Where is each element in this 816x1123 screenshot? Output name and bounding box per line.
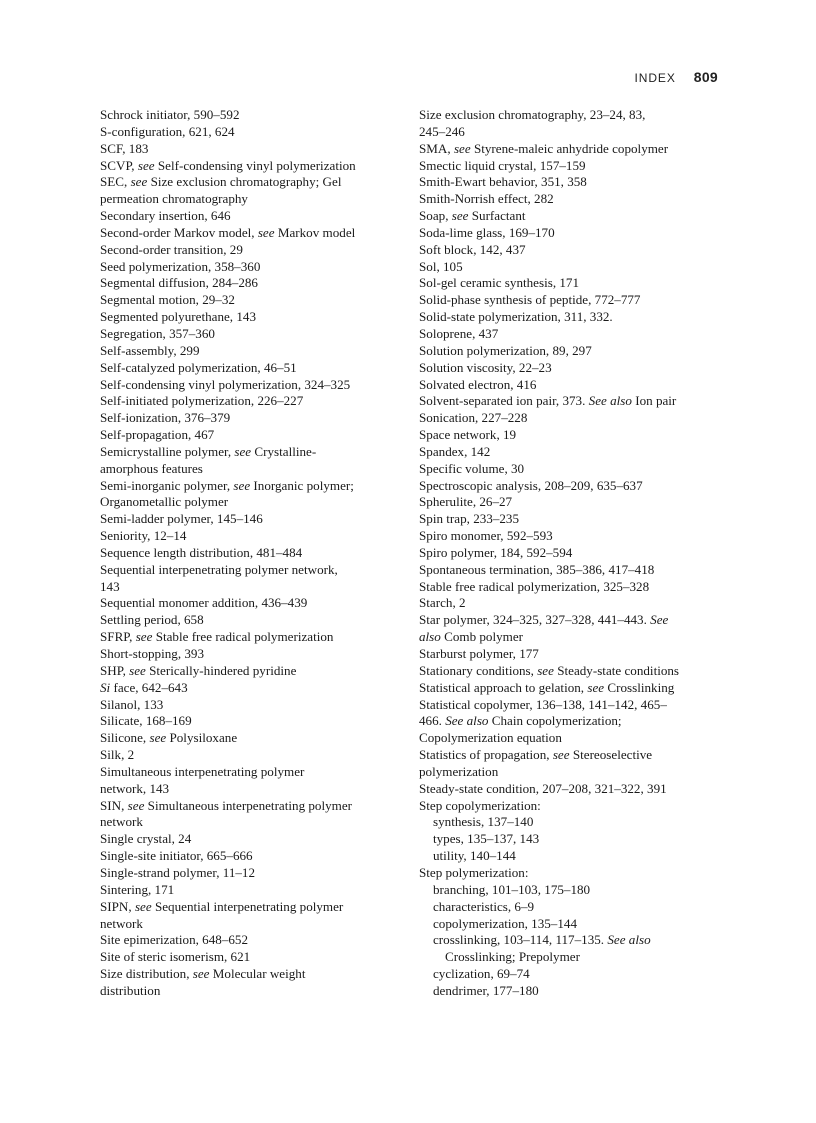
- index-entry: [100, 242, 400, 259]
- index-subentry: [433, 916, 721, 933]
- index-entry: [419, 579, 721, 596]
- index-entry: [419, 191, 721, 208]
- index-entry: [419, 781, 721, 798]
- index-subentry: [433, 899, 721, 916]
- index-entry: [100, 107, 400, 124]
- index-entry-line: utility, 140–144: [433, 848, 516, 864]
- index-entry-line: Semi-inorganic polymer, see Inorganic polymer;: [100, 477, 354, 493]
- index-entry-line: branching, 101–103, 175–180: [433, 881, 591, 897]
- index-entry-line: S-configuration, 621, 624: [100, 123, 235, 139]
- index-entry: [419, 528, 721, 545]
- index-entry-line: Single-site initiator, 665–666: [100, 848, 253, 864]
- index-entry-line: Solid-state polymerization, 311, 332.: [419, 309, 613, 325]
- index-entry-line: Spherulite, 26–27: [419, 494, 513, 510]
- index-entry-line: Solvated electron, 416: [419, 376, 537, 392]
- index-subentry: [433, 831, 721, 848]
- index-entry-line: Star polymer, 324–325, 327–328, 441–443. See: [419, 612, 669, 628]
- index-entry: [100, 410, 400, 427]
- index-entry: [419, 865, 721, 882]
- index-entry: [419, 612, 721, 646]
- index-entry-line: Smectic liquid crystal, 157–159: [419, 157, 586, 173]
- index-entry-line: Specific volume, 30: [419, 460, 525, 476]
- index-entry-line: Semicrystalline polymer, see Crystalline-: [100, 443, 317, 459]
- index-entry: [419, 242, 721, 259]
- index-entry-line: Self-initiated polymerization, 226–227: [100, 393, 304, 409]
- index-entry-line: 245–246: [419, 123, 465, 139]
- index-entry-line: Spiro monomer, 592–593: [419, 528, 553, 544]
- index-entry-line: Second-order transition, 29: [100, 241, 243, 257]
- index-entry-line: Silicone, see Polysiloxane: [100, 730, 238, 746]
- index-entry-line: characteristics, 6–9: [433, 898, 535, 914]
- index-entry-line: SMA, see Styrene-maleic anhydride copolymer: [419, 140, 669, 156]
- index-entry-line: cyclization, 69–74: [433, 966, 530, 982]
- index-entry-line: Space network, 19: [419, 427, 517, 443]
- index-entry: [100, 545, 400, 562]
- index-entry-line: Spectroscopic analysis, 208–209, 635–637: [419, 477, 643, 493]
- index-entry-line: Statistics of propagation, see Stereoselective: [419, 747, 653, 763]
- index-entry-line: Smith-Ewart behavior, 351, 358: [419, 174, 587, 190]
- index-subentry: [433, 882, 721, 899]
- index-entry: [100, 680, 400, 697]
- index-entry-line: SHP, see Sterically-hindered pyridine: [100, 662, 297, 678]
- index-entry-line: Sol-gel ceramic synthesis, 171: [419, 275, 580, 291]
- index-entry-line: Step polymerization:: [419, 864, 529, 880]
- index-entry-line: Sequential monomer addition, 436–439: [100, 595, 308, 611]
- index-entry-line: polymerization: [419, 763, 499, 779]
- index-entry-line: Silicate, 168–169: [100, 713, 192, 729]
- index-entry: [419, 393, 721, 410]
- running-head: [635, 69, 718, 85]
- index-column-left: [100, 107, 400, 1000]
- index-entry-line: Starch, 2: [419, 595, 466, 611]
- index-entry-line: Crosslinking; Prepolymer: [445, 949, 580, 965]
- index-entry: [419, 360, 721, 377]
- index-entry-line: Sequential interpenetrating polymer network,: [100, 561, 338, 577]
- index-entry-line: Spandex, 142: [419, 443, 491, 459]
- index-subentry: [433, 966, 721, 983]
- index-entry-line: Statistical copolymer, 136–138, 141–142, 465–: [419, 696, 667, 712]
- index-entry: [100, 865, 400, 882]
- index-entry-line: types, 135–137, 143: [433, 831, 540, 847]
- index-subentry: [433, 932, 721, 966]
- index-entry: [100, 208, 400, 225]
- index-entry-line: Self-condensing vinyl polymerization, 324–325: [100, 376, 351, 392]
- index-entry: [100, 730, 400, 747]
- index-entry: [100, 511, 400, 528]
- index-entry: [100, 225, 400, 242]
- index-entry-line: SCF, 183: [100, 140, 149, 156]
- index-entry: [100, 124, 400, 141]
- page-number: 809: [693, 69, 718, 85]
- index-entry-line: Steady-state condition, 207–208, 321–322, 391: [419, 780, 667, 796]
- index-entry: [100, 275, 400, 292]
- subentry-group: [419, 882, 721, 1000]
- index-entry-line: Secondary insertion, 646: [100, 208, 231, 224]
- index-entry: [100, 932, 400, 949]
- index-entry: [100, 966, 400, 1000]
- index-entry: [100, 899, 400, 933]
- index-entry: [419, 427, 721, 444]
- index-entry-line: Sol, 105: [419, 258, 463, 274]
- index-entry-line: Organometallic polymer: [100, 494, 229, 510]
- index-subentry: [433, 848, 721, 865]
- index-entry: [419, 545, 721, 562]
- index-entry-line: Stationary conditions, see Steady-state conditions: [419, 662, 680, 678]
- section-label: INDEX: [634, 71, 676, 85]
- index-entry-line: Single crystal, 24: [100, 831, 192, 847]
- index-entry-line: Sonication, 227–228: [419, 410, 528, 426]
- index-entry: [100, 259, 400, 276]
- index-entry: [100, 292, 400, 309]
- index-entry: [419, 309, 721, 326]
- index-entry: [419, 377, 721, 394]
- index-entry: [419, 259, 721, 276]
- index-subentry: [433, 814, 721, 831]
- index-entry-line: network, 143: [100, 780, 170, 796]
- index-entry: [419, 494, 721, 511]
- index-entry-line: Copolymerization equation: [419, 730, 562, 746]
- index-entry-line: Silanol, 133: [100, 696, 164, 712]
- index-entry-line: copolymerization, 135–144: [433, 915, 577, 931]
- index-entry: [419, 798, 721, 815]
- index-entry-line: Step copolymerization:: [419, 797, 541, 813]
- index-entry-line: SIPN, see Sequential interpenetrating polymer: [100, 898, 344, 914]
- index-entry: [419, 444, 721, 461]
- index-entry-line: SIN, see Simultaneous interpenetrating polymer: [100, 797, 353, 813]
- index-entry: [419, 225, 721, 242]
- index-entry: [419, 461, 721, 478]
- index-entry-line: Size distribution, see Molecular weight: [100, 966, 306, 982]
- index-entry-line: Silk, 2: [100, 747, 135, 763]
- index-entry-line: Spontaneous termination, 385–386, 417–418: [419, 561, 655, 577]
- index-entry-line: Solid-phase synthesis of peptide, 772–777: [419, 292, 641, 308]
- index-entry: [100, 528, 400, 545]
- index-entry-line: distribution: [100, 982, 161, 998]
- index-entry-line: Segmented polyurethane, 143: [100, 309, 256, 325]
- index-entry: [419, 107, 721, 141]
- index-entry-line: Segmental diffusion, 284–286: [100, 275, 258, 291]
- index-entry: [100, 747, 400, 764]
- index-entry: [100, 629, 400, 646]
- index-entry: [419, 275, 721, 292]
- index-entry: [419, 208, 721, 225]
- index-entry-line: dendrimer, 177–180: [433, 982, 539, 998]
- index-entry: [419, 326, 721, 343]
- index-entry: [100, 831, 400, 848]
- index-entry-line: Self-ionization, 376–379: [100, 410, 231, 426]
- index-entry-line: Sintering, 171: [100, 881, 175, 897]
- index-entry-line: network: [100, 915, 143, 931]
- index-entry-line: Self-catalyzed polymerization, 46–51: [100, 359, 297, 375]
- index-entry-line: Statistical approach to gelation, see Crosslinking: [419, 679, 675, 695]
- index-entry-line: Solvent-separated ion pair, 373. See also Ion pair: [419, 393, 677, 409]
- index-entry: [100, 478, 400, 512]
- index-entry-line: Solution polymerization, 89, 297: [419, 342, 592, 358]
- index-entry-line: Size exclusion chromatography, 23–24, 83,: [419, 107, 646, 122]
- index-entry: [419, 292, 721, 309]
- index-entry: [419, 680, 721, 697]
- index-entry: [100, 646, 400, 663]
- index-entry-line: Solution viscosity, 22–23: [419, 359, 552, 375]
- index-entry-line: 466. See also Chain copolymerization;: [419, 713, 622, 729]
- index-entry-line: Self-assembly, 299: [100, 342, 200, 358]
- index-entry: [419, 511, 721, 528]
- index-entry-line: Soap, see Surfactant: [419, 208, 526, 224]
- index-entry: [419, 174, 721, 191]
- index-entry: [419, 697, 721, 748]
- index-entry: [100, 377, 400, 394]
- index-entry-line: Single-strand polymer, 11–12: [100, 864, 256, 880]
- index-entry: [100, 764, 400, 798]
- index-entry: [100, 141, 400, 158]
- index-entry-line: Stable free radical polymerization, 325–328: [419, 578, 650, 594]
- index-entry-line: Segregation, 357–360: [100, 325, 215, 341]
- index-entry-line: amorphous features: [100, 460, 203, 476]
- index-entry: [100, 343, 400, 360]
- index-entry-line: SCVP, see Self-condensing vinyl polymerization: [100, 157, 356, 173]
- index-entry-line: Short-stopping, 393: [100, 646, 205, 661]
- index-entry: [419, 562, 721, 579]
- index-subentry: [433, 983, 721, 1000]
- index-entry-line: Schrock initiator, 590–592: [100, 107, 240, 122]
- index-entry-line: Site epimerization, 648–652: [100, 932, 249, 948]
- index-entry-line: Spiro polymer, 184, 592–594: [419, 544, 573, 560]
- index-entry: [100, 562, 400, 596]
- index-entry: [419, 646, 721, 663]
- index-entry-line: Soda-lime glass, 169–170: [419, 224, 555, 240]
- index-entry: [100, 798, 400, 832]
- index-entry: [100, 326, 400, 343]
- index-entry-line: permeation chromatography: [100, 191, 248, 207]
- index-entry-line: Simultaneous interpenetrating polymer: [100, 763, 305, 779]
- index-entry: [100, 309, 400, 326]
- index-entry: [100, 697, 400, 714]
- index-entry-line: network: [100, 814, 143, 830]
- index-entry-line: Seniority, 12–14: [100, 528, 187, 544]
- index-entry-line: Settling period, 658: [100, 612, 204, 628]
- index-entry: [419, 410, 721, 427]
- index-entry-line: also Comb polymer: [419, 629, 524, 645]
- index-entry-line: synthesis, 137–140: [433, 814, 534, 830]
- index-entry: [419, 158, 721, 175]
- index-entry: [100, 427, 400, 444]
- index-entry-line: Sequence length distribution, 481–484: [100, 544, 303, 560]
- index-entry: [100, 949, 400, 966]
- index-entry-line: Soft block, 142, 437: [419, 241, 526, 257]
- index-entry-line: 143: [100, 578, 120, 594]
- index-entry: [100, 713, 400, 730]
- index-entry: [100, 444, 400, 478]
- index-entry: [419, 663, 721, 680]
- index-entry: [100, 595, 400, 612]
- index-entry-line: Semi-ladder polymer, 145–146: [100, 511, 263, 527]
- index-entry-line: Starburst polymer, 177: [419, 646, 539, 661]
- index-entry-line: Soloprene, 437: [419, 325, 499, 341]
- index-entry: [100, 612, 400, 629]
- index-entry-line: Smith-Norrish effect, 282: [419, 191, 554, 207]
- index-entry: [419, 141, 721, 158]
- index-entry-line: Second-order Markov model, see Markov model: [100, 224, 356, 240]
- index-entry-line: crosslinking, 103–114, 117–135. See also: [433, 932, 651, 948]
- index-entry: [100, 360, 400, 377]
- subentry-group: [419, 814, 721, 865]
- index-entry: [100, 158, 400, 175]
- index-entry: [419, 747, 721, 781]
- index-entry: [419, 595, 721, 612]
- index-column-right: [419, 107, 721, 1000]
- index-entry: [100, 882, 400, 899]
- index-entry-line: Seed polymerization, 358–360: [100, 258, 261, 274]
- index-entry-line: Self-propagation, 467: [100, 427, 215, 443]
- index-entry: [100, 848, 400, 865]
- index-entry: [419, 343, 721, 360]
- index-entry: [100, 663, 400, 680]
- index-entry-line: SFRP, see Stable free radical polymerization: [100, 629, 334, 645]
- index-entry-line: Si face, 642–643: [100, 679, 188, 695]
- index-entry-line: Site of steric isomerism, 621: [100, 949, 251, 965]
- index-entry: [100, 393, 400, 410]
- index-entry: [100, 174, 400, 208]
- index-entry: [419, 478, 721, 495]
- index-entry-line: Spin trap, 233–235: [419, 511, 520, 527]
- index-entry-line: Segmental motion, 29–32: [100, 292, 235, 308]
- index-entry-line: SEC, see Size exclusion chromatography; Gel: [100, 174, 342, 190]
